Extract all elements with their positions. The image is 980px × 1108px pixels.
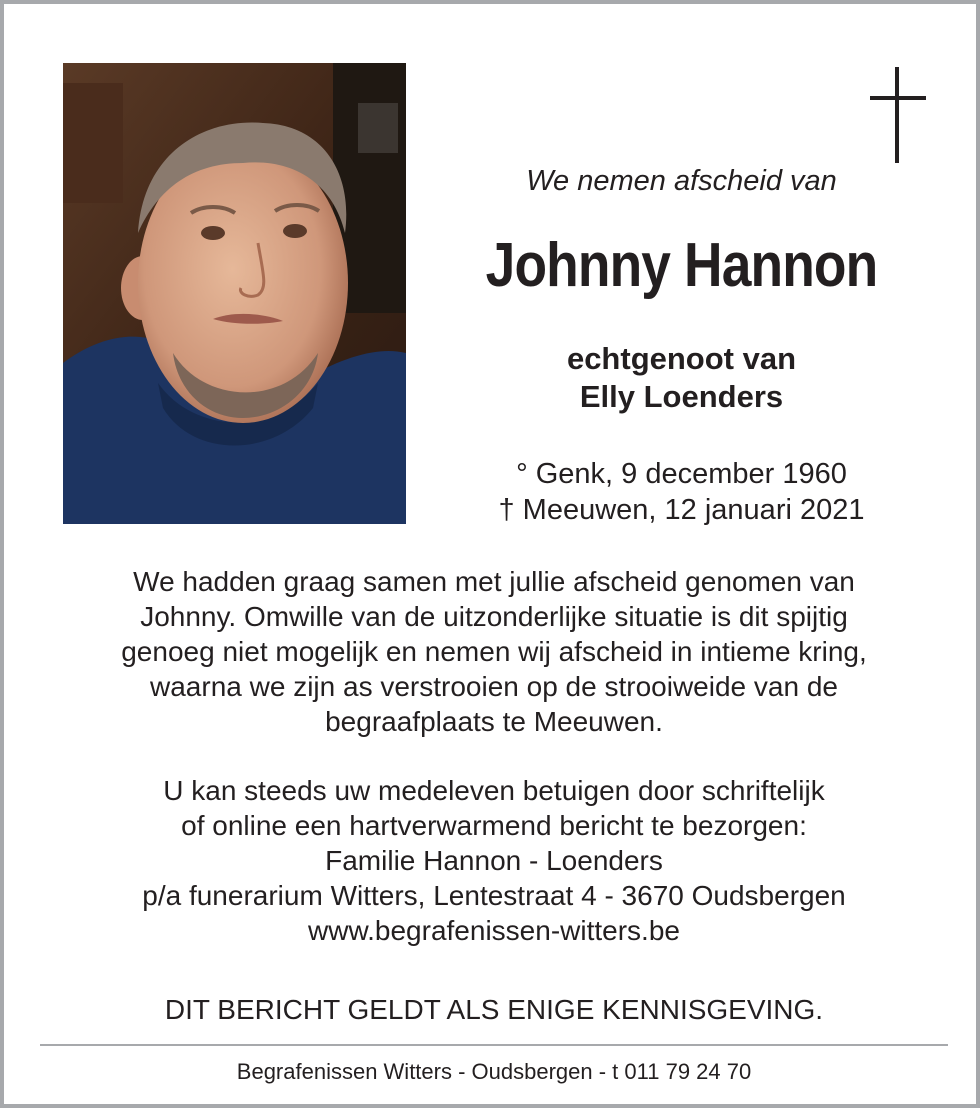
footer-text: Begrafenissen Witters - Oudsbergen - t 011 79 24 70: [236, 1059, 752, 1084]
birth-date: ° Genk, 9 december 1960: [516, 458, 847, 490]
message-paragraph-1: [44, 564, 944, 739]
spouse-name: Elly Loenders: [579, 379, 784, 414]
latin-cross-icon: [870, 67, 926, 163]
spouse-block: [444, 340, 919, 416]
message-line: begraafplaats te Meeuwen.: [325, 706, 663, 737]
message-line: Johnny. Omwille van de uitzonderlijke situatie is dit spijtig: [140, 601, 848, 632]
message-body: [44, 564, 944, 948]
intro-text: We nemen afscheid van: [526, 165, 837, 197]
dates-block: [444, 456, 919, 528]
message-paragraph-2: [44, 773, 944, 948]
message-line: waarna we zijn as verstrooien op de strooiweide van de: [150, 671, 838, 702]
message-line: genoeg niet mogelijk en nemen wij afscheid in intieme kring,: [121, 636, 867, 667]
message-line: of online een hartverwarmend bericht te bezorgen:: [181, 810, 807, 841]
website-link[interactable]: www.begrafenissen-witters.be: [308, 915, 680, 946]
death-date: † Meeuwen, 12 januari 2021: [498, 494, 865, 526]
notice-text: DIT BERICHT GELDT ALS ENIGE KENNISGEVING.: [164, 994, 824, 1025]
portrait-photo: [63, 63, 406, 524]
footer-divider: [40, 1044, 948, 1046]
message-line: U kan steeds uw medeleven betuigen door schriftelijk: [163, 775, 825, 806]
family-name-line: Familie Hannon - Loenders: [325, 845, 663, 876]
message-line: We hadden graag samen met jullie afscheid genomen van: [133, 566, 855, 597]
spouse-relation: echtgenoot van: [566, 341, 797, 376]
deceased-name: Johnny Hannon: [485, 231, 878, 300]
portrait-illustration: [63, 63, 406, 524]
address-line: p/a funerarium Witters, Lentestraat 4 - 3670 Oudsbergen: [142, 880, 846, 911]
